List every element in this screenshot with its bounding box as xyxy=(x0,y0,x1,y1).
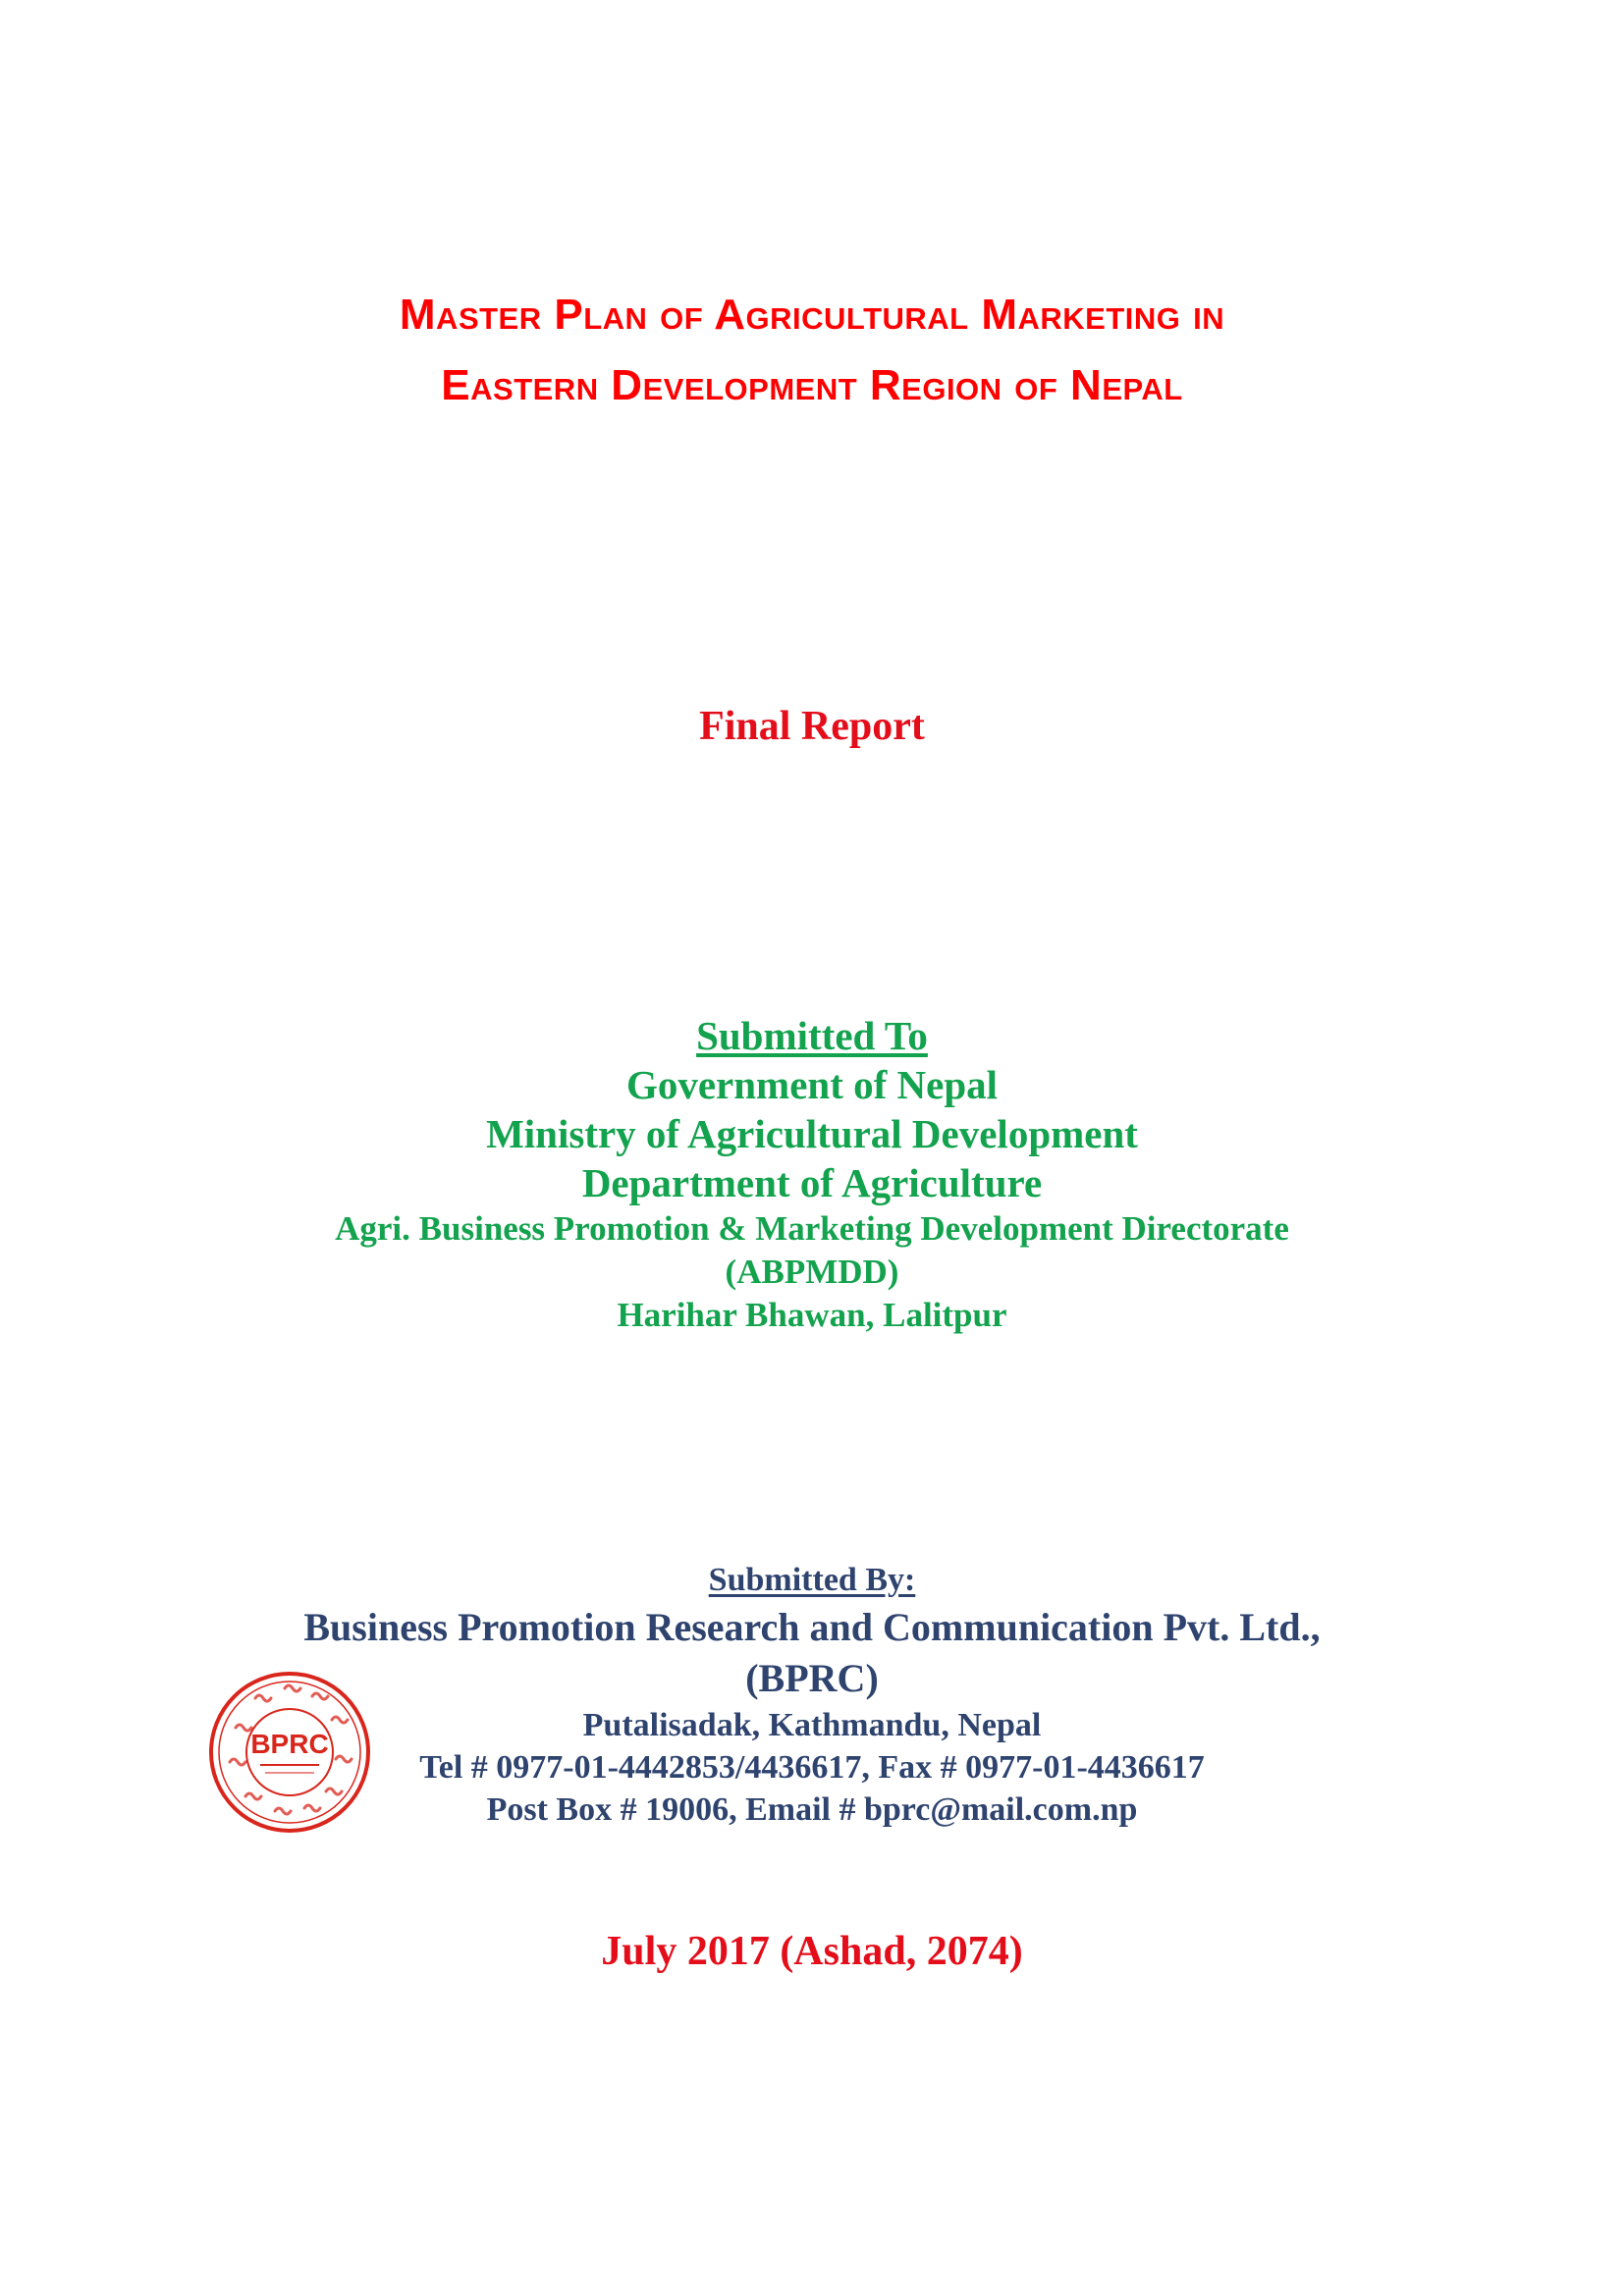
submitted-by-heading: Submitted By: xyxy=(708,1562,916,1598)
company-abbreviation: (BPRC) xyxy=(745,1656,879,1700)
title-line-1: Master Plan of Agricultural Marketing in xyxy=(399,291,1225,339)
submitted-to-line-2: Ministry of Agricultural Development xyxy=(486,1111,1138,1156)
submitted-to-line-6: Harihar Bhawan, Lalitpur xyxy=(617,1296,1007,1334)
seal-text: BPRC xyxy=(250,1729,329,1759)
submitted-to-line-1: Government of Nepal xyxy=(625,1062,999,1107)
title-line-2: Eastern Development Region of Nepal xyxy=(441,361,1183,409)
submitted-to-line-3: Department of Agriculture xyxy=(581,1160,1043,1205)
submitted-to-line-4: Agri. Business Promotion & Marketing Development Directorate xyxy=(335,1209,1289,1248)
company-postbox-email: Post Box # 19006, Email # bprc@mail.com.np xyxy=(486,1791,1138,1828)
submitted-to-block xyxy=(0,1011,1624,1337)
bprc-seal-stamp xyxy=(206,1669,373,1836)
document-title xyxy=(0,280,1624,421)
report-type: Final Report xyxy=(699,704,925,749)
submitted-to-heading: Submitted To xyxy=(696,1013,928,1058)
submitted-to-line-5: (ABPMDD) xyxy=(725,1253,899,1291)
company-phone: Tel # 0977-01-4442853/4436617, Fax # 0977-01-4436617 xyxy=(419,1749,1205,1786)
report-date: July 2017 (Ashad, 2074) xyxy=(601,1929,1023,1974)
company-name: Business Promotion Research and Communication Pvt. Ltd., xyxy=(303,1605,1321,1649)
company-address: Putalisadak, Kathmandu, Nepal xyxy=(582,1707,1042,1743)
